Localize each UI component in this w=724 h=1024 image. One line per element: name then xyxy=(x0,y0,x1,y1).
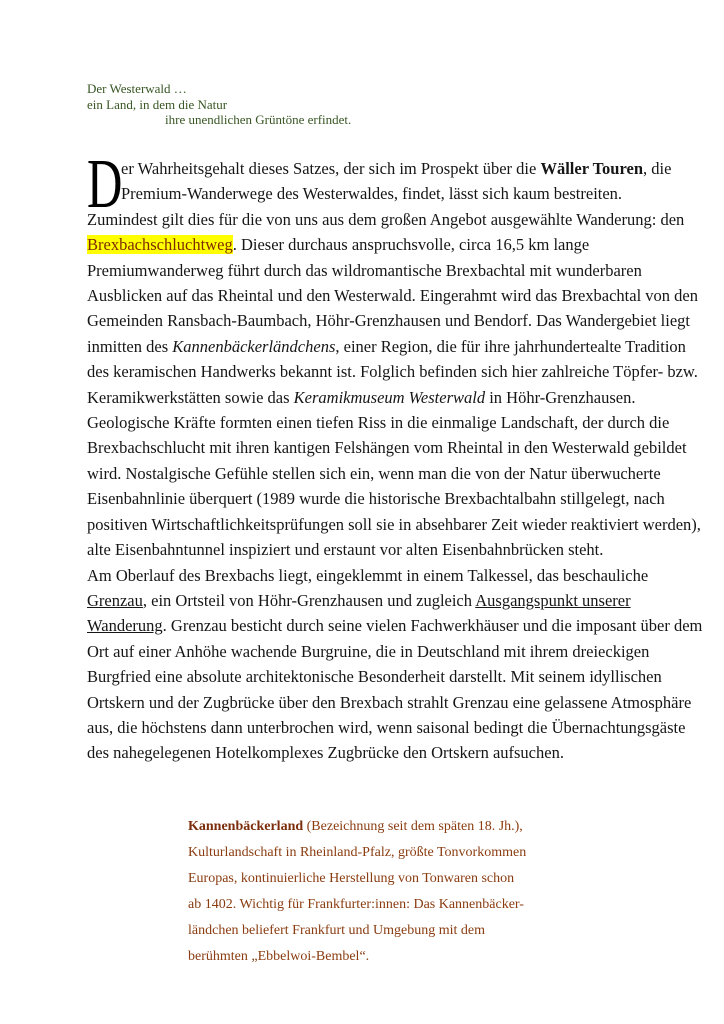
text-line xyxy=(188,892,526,918)
text-segment: Grenzau xyxy=(87,590,143,610)
text-segment: des nahegelegenen Hotelkomplexes Zugbrücke den Ortskern aufsuchen. xyxy=(87,743,564,763)
text-segment: Kulturlandschaft in Rheinland-Pfalz, größte Tonvorkommen xyxy=(188,845,527,860)
text-line xyxy=(87,740,647,765)
text-segment: inmitten des xyxy=(87,336,173,356)
article-body xyxy=(87,146,703,766)
text-line xyxy=(87,359,698,384)
text-line xyxy=(87,690,692,715)
text-segment: . Grenzau besticht durch seine vielen Fachwerkhäuser und die imposant über dem xyxy=(162,616,703,636)
text-line xyxy=(188,944,526,970)
text-line xyxy=(87,334,686,359)
text-line xyxy=(87,97,351,113)
text-line xyxy=(87,81,351,97)
text-segment: Eisenbahnlinie überquert (1989 wurde die historische Brexbachtalbahn stillgelegt, nach xyxy=(87,489,665,509)
text-segment: Geologische Kräfte formten einen tiefen Riss in die einmalige Landschaft, der durch die xyxy=(87,413,670,433)
text-segment: wird. Nostalgische Gefühle stellen sich ein, wenn man die von der Natur überwucherte xyxy=(87,463,661,483)
text-line xyxy=(165,112,351,128)
text-line xyxy=(87,385,647,410)
text-line xyxy=(87,461,661,486)
text-line xyxy=(87,537,647,562)
text-segment: ländchen beliefert Frankfurt und Umgebung mit dem xyxy=(188,923,486,938)
text-line xyxy=(87,308,690,333)
text-segment: aus, die höchstens dann unterbrochen wird, wenn saisonal bedingt die Übernachtungsgäste xyxy=(87,717,686,737)
text-line xyxy=(87,588,647,613)
text-segment: Ort auf einer Anhöhe wachende Burgruine, die in Deutschland mit ihrem dreieckigen xyxy=(87,641,650,661)
text-segment: Gemeinden Ransbach-Baumbach, Höhr-Grenzhausen und Bendorf. Das Wandergebiet liegt xyxy=(87,311,690,331)
text-segment: Ausgangspunkt unserer xyxy=(475,590,631,610)
text-segment: positiven Wirtschaftlichkeitsprüfungen soll sie in absehbarer Zeit wieder reaktiviert werden), xyxy=(87,514,701,534)
text-segment: ihre unendlichen Grüntöne erfindet. xyxy=(165,112,352,127)
text-segment: , ein Ortsteil von Höhr-Grenzhausen und zugleich xyxy=(142,590,476,610)
text-line xyxy=(87,435,687,460)
text-segment: er Wahrheitsgehalt dieses Satzes, der sich im Prospekt über die xyxy=(121,159,541,178)
text-line xyxy=(188,840,526,866)
text-line xyxy=(87,715,686,740)
text-segment: Am Oberlauf des Brexbachs liegt, eingeklemmt in einem Talkessel, das beschauliche xyxy=(87,565,649,585)
text-line xyxy=(188,866,526,892)
text-line xyxy=(87,639,650,664)
text-line xyxy=(188,814,526,840)
info-box xyxy=(188,814,526,970)
text-line xyxy=(87,486,665,511)
text-line xyxy=(87,664,662,689)
text-line xyxy=(87,563,647,588)
text-segment: Keramikwerkstätten sowie das xyxy=(87,387,294,407)
text-segment: ein Land, in dem die Natur xyxy=(87,96,228,112)
drop-cap: D xyxy=(87,146,123,223)
text-line xyxy=(87,512,701,537)
epigraph xyxy=(87,81,351,128)
text-line xyxy=(87,613,703,638)
text-segment: Wäller Touren xyxy=(540,159,644,178)
text-segment: Zumindest gilt dies für die von uns aus dem großen Angebot ausgewählte Wanderung: den xyxy=(87,209,685,229)
text-segment: Europas, kontinuierliche Herstellung von Tonwaren schon xyxy=(188,871,515,886)
text-segment: Brexbachschlucht mit ihren kantigen Felshängen vom Rheintal in den Westerwald gebildet xyxy=(87,438,687,458)
text-segment: . Dieser durchaus anspruchsvolle, circa 16,5 km lange xyxy=(232,235,590,255)
text-segment: in Höhr-Grenzhausen. xyxy=(485,387,636,407)
text-segment: berühmten „Ebbelwoi-Bembel“. xyxy=(188,949,370,964)
text-segment: ab 1402. Wichtig für Frankfurter:innen: Das Kannenbäcker- xyxy=(188,897,524,912)
text-segment: alte Eisenbahntunnel inspiziert und erstaunt vor alten Eisenbahnbrücken steht. xyxy=(87,540,604,560)
text-line xyxy=(87,207,685,232)
text-segment: Ausblicken auf das Rheintal und den Westerwald. Eingerahmt wird das Brexbachtal von den xyxy=(87,286,698,306)
article-lines xyxy=(87,156,703,766)
text-line xyxy=(121,156,672,181)
text-segment: (Bezeichnung seit dem späten 18. Jh.), xyxy=(303,819,523,834)
text-segment: , einer Region, die für ihre jahrhundertealte Tradition xyxy=(335,336,686,356)
text-segment: Premium-Wanderwege des Westerwaldes, findet, lässt sich kaum bestreiten. xyxy=(121,184,623,204)
text-line xyxy=(188,918,526,944)
text-line xyxy=(87,232,647,257)
text-line xyxy=(87,258,647,283)
text-segment: , die xyxy=(643,159,672,178)
text-segment: Burgfried eine absolute architektonische Besonderheit darstellt. Mit seinem idyllischen xyxy=(87,667,662,687)
text-segment: Ortskern und der Zugbrücke über den Brexbach strahlt Grenzau eine gelassene Atmosphäre xyxy=(87,692,692,712)
text-segment: des keramischen Handwerks bekannt ist. Folglich befinden sich hier zahlreiche Töpfer- bzw. xyxy=(87,362,698,382)
text-segment: Kannenbäckerland xyxy=(188,819,304,834)
text-segment: Premiumwanderweg führt durch das wildromantische Brexbachtal mit wunderbaren xyxy=(87,260,642,280)
text-segment: Kannenbäckerländchens xyxy=(172,336,336,356)
text-line xyxy=(121,181,647,206)
text-line xyxy=(87,283,698,308)
text-segment: Wanderung xyxy=(87,616,163,636)
text-segment: Der Westerwald … xyxy=(87,81,187,96)
text-segment: Keramikmuseum Westerwald xyxy=(293,387,486,407)
text-line xyxy=(87,410,670,435)
highlighted-term: Brexbachschluchtweg xyxy=(87,235,233,255)
